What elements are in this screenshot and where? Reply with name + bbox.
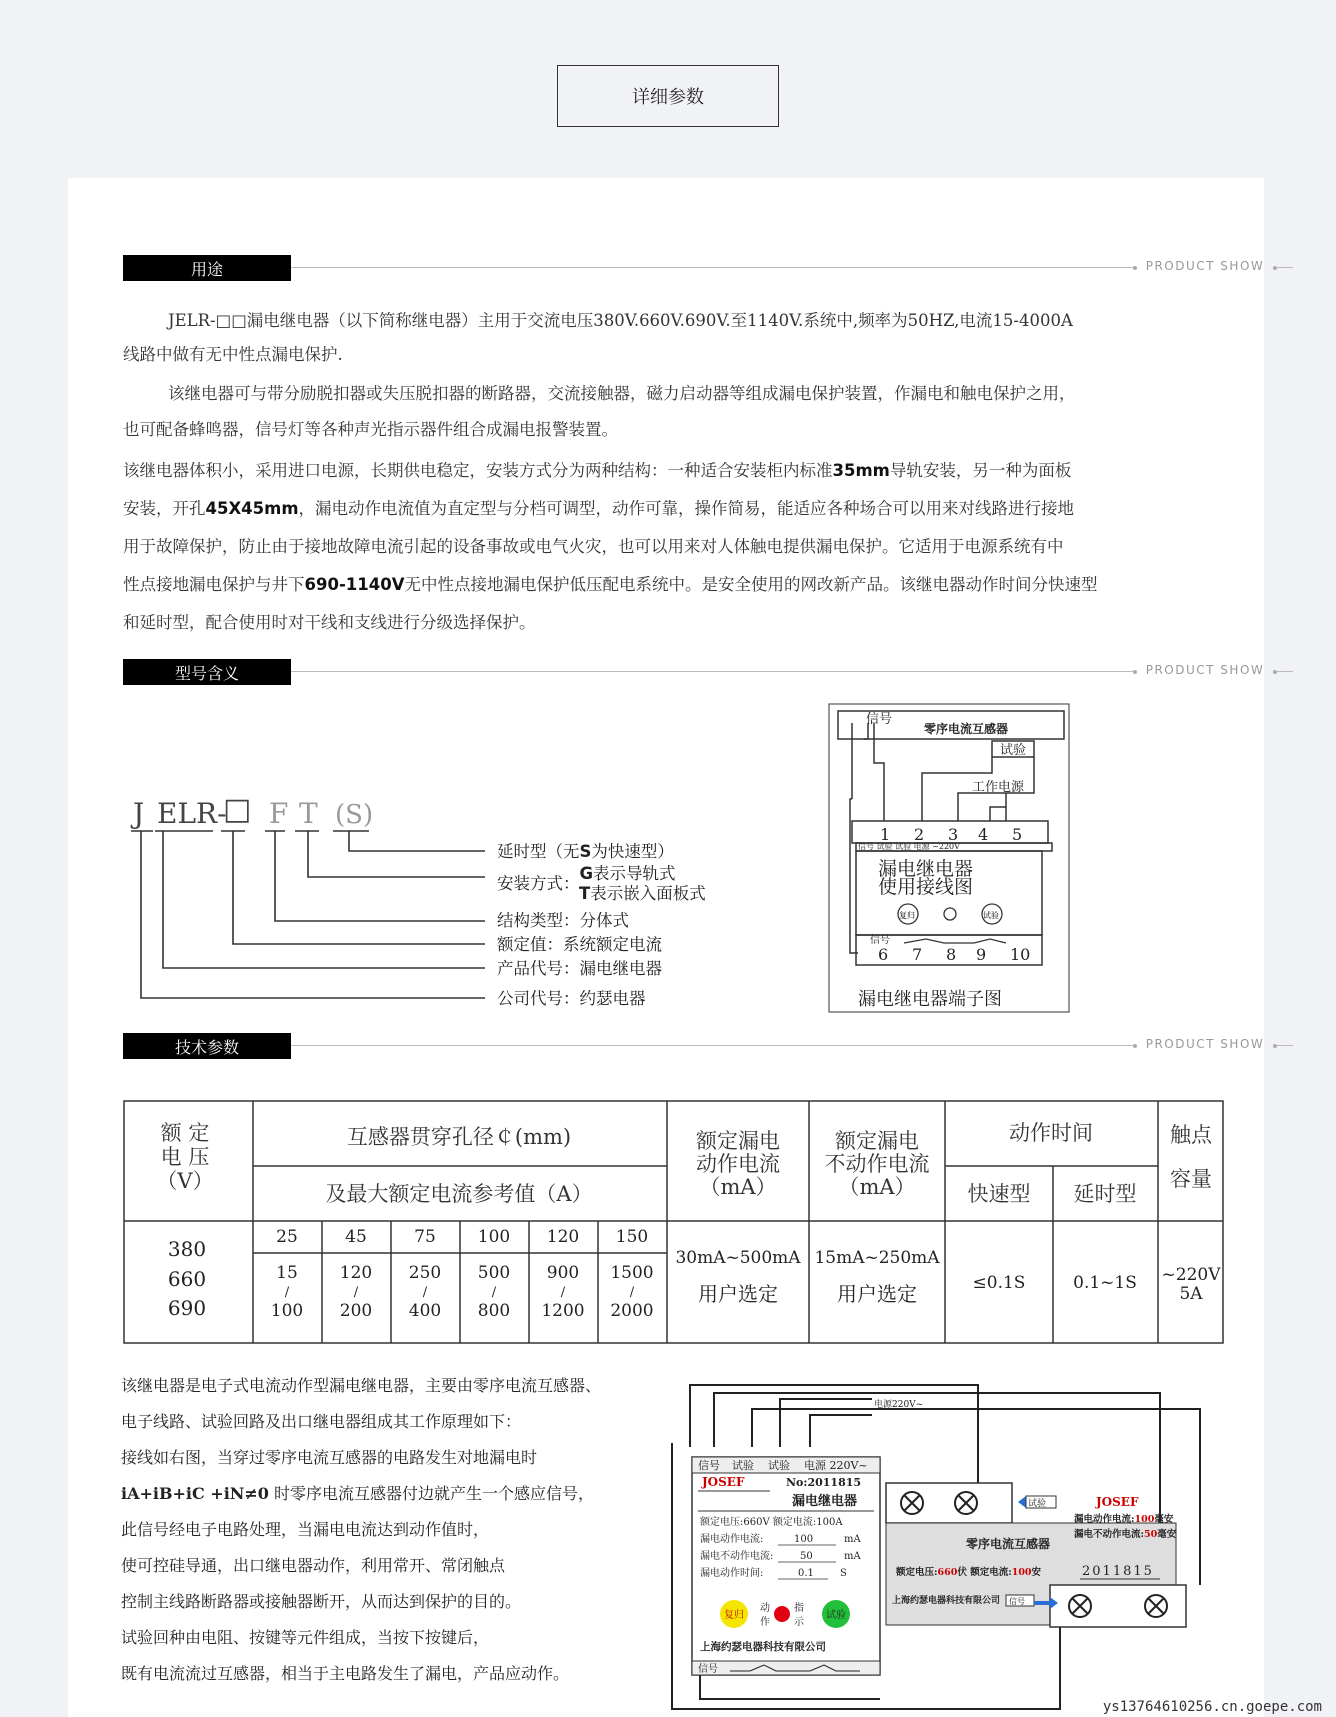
terminal-number: 5 xyxy=(1012,825,1023,844)
td-label: 信号 xyxy=(870,935,890,946)
contact-value: ~220V xyxy=(1161,1265,1221,1285)
svg-text:指: 指 xyxy=(794,1603,804,1614)
code-letter: (S) xyxy=(335,800,374,830)
svg-text:0.1: 0.1 xyxy=(798,1568,814,1579)
ct-current-max: 400 xyxy=(408,1301,442,1321)
section-title-model: 型号含义 xyxy=(123,659,291,685)
section-title-usage: 用途 xyxy=(123,255,291,281)
terminal-number: 3 xyxy=(948,825,959,844)
svg-text:信号: 信号 xyxy=(698,1664,718,1675)
notrip-value: 15mA~250mA xyxy=(814,1248,940,1268)
ct-diameter: 45 xyxy=(345,1227,367,1247)
svg-text:漏电不动作电流:50毫安: 漏电不动作电流:50毫安 xyxy=(1074,1529,1177,1540)
text-line: 使可控硅导通，出口继电器动作，利用常开、常闭触点 xyxy=(121,1556,506,1575)
tech-table xyxy=(123,1100,1224,1344)
td-label: 工作电源 xyxy=(972,780,1025,795)
trip-value: 30mA~500mA xyxy=(675,1248,801,1268)
text-line: JELR-□□漏电继电器（以下简称继电器）主用于交流电压380V.660V.690V.至1140V.系统中,频率为50HZ,电流15-4000A xyxy=(168,311,1073,330)
th-time: 动作时间 xyxy=(1009,1121,1093,1145)
ct-current-slash: / xyxy=(353,1285,359,1300)
th-notrip: 额定漏电 xyxy=(835,1129,919,1153)
th-voltage: （V） xyxy=(156,1169,214,1193)
spec-row: 漏电不动作电流: xyxy=(700,1551,774,1562)
ct-diameter: 100 xyxy=(477,1227,511,1247)
td-label: 信号 xyxy=(866,712,893,727)
divider-dot xyxy=(1133,1044,1137,1048)
svg-text:mA: mA xyxy=(844,1551,861,1562)
th-voltage: 电 压 xyxy=(160,1145,210,1169)
spec-row: 额定电压:660V 额定电流:100A xyxy=(700,1517,843,1528)
svg-text:No:2011815: No:2011815 xyxy=(786,1476,862,1489)
ct-current-min: 500 xyxy=(477,1263,511,1283)
detail-params-button[interactable]: 详细参数 xyxy=(557,65,779,127)
section-header-usage xyxy=(123,255,1283,281)
divider xyxy=(1275,1045,1293,1046)
ct-current-slash: / xyxy=(491,1285,497,1300)
ct-current-min: 15 xyxy=(276,1263,298,1283)
svg-text:50: 50 xyxy=(800,1551,813,1562)
terminal-number: 7 xyxy=(912,945,923,964)
terminal-number: 9 xyxy=(976,945,987,964)
section-header-model xyxy=(123,659,1283,685)
text-line: 电子线路、试验回路及出口继电器组成其工作原理如下： xyxy=(121,1412,522,1431)
code-item: 结构类型：分体式 xyxy=(497,911,629,930)
th-ct: 及最大额定电流参考值（A） xyxy=(325,1182,593,1206)
th-voltage: 额 定 xyxy=(160,1121,210,1145)
ct-name: 零序电流互感器 xyxy=(966,1537,1051,1551)
indicator-led-icon xyxy=(774,1606,790,1622)
svg-text:S: S xyxy=(840,1568,847,1579)
power-label: 电源220V~ xyxy=(874,1400,924,1410)
relay-top-label: 试验 xyxy=(768,1459,790,1472)
relay-top-label: 试验 xyxy=(732,1459,754,1472)
ct-diameter: 120 xyxy=(546,1227,580,1247)
terminal-number: 6 xyxy=(878,945,889,964)
th-contact: 触点 xyxy=(1170,1123,1212,1147)
ct-current-slash: / xyxy=(284,1285,290,1300)
text-line: 性点接地漏电保护与井下690-1140V无中性点接地漏电保护低压配电系统中。是安全使用的网改新产品。该继电器动作时间分快速型 xyxy=(123,575,1098,594)
section-title-tech: 技术参数 xyxy=(123,1033,291,1059)
ct-current-slash: / xyxy=(629,1285,635,1300)
usage-paragraph-2 xyxy=(123,376,1223,448)
td-label: 试验 xyxy=(1000,743,1027,758)
code-letter: T xyxy=(299,797,318,830)
td-label: 零序电流互感器 xyxy=(924,722,1009,736)
ct-current-max: 800 xyxy=(477,1301,511,1321)
section-tag: PRODUCT SHOW xyxy=(1145,259,1265,273)
ct-current-max: 100 xyxy=(270,1301,304,1321)
terminal-diagram xyxy=(828,703,1072,1015)
text-line: iA+iB+iC +iN≠0 时零序电流互感器付边就产生一个感应信号， xyxy=(121,1484,595,1503)
text-line: 线路中做有无中性点漏电保护. xyxy=(123,345,343,364)
divider-dot xyxy=(1133,266,1137,270)
relay-top-label: 信号 xyxy=(698,1459,720,1472)
ct-current-slash: / xyxy=(422,1285,428,1300)
code-item: 延时型（无S为快速型） xyxy=(497,842,674,861)
th-delay: 延时型 xyxy=(1073,1182,1137,1206)
ct-current-slash: / xyxy=(560,1285,566,1300)
terminal-number: 1 xyxy=(880,825,891,844)
notrip-note: 用户选定 xyxy=(837,1282,917,1306)
device-name: 漏电继电器 xyxy=(792,1494,858,1509)
text-line: 既有电流流过互感器，相当于主电路发生了漏电，产品应动作。 xyxy=(121,1664,570,1683)
text-line: 也可配备蜂鸣器，信号灯等各种声光指示器件组合成漏电报警装置。 xyxy=(123,420,618,439)
usage-paragraph-1 xyxy=(123,304,1223,372)
th-trip: 额定漏电 xyxy=(696,1129,780,1153)
svg-text:动: 动 xyxy=(760,1603,770,1614)
code-item: 公司代号：约瑟电器 xyxy=(497,989,646,1008)
divider xyxy=(1275,671,1293,672)
ct-current-max: 2000 xyxy=(610,1301,654,1321)
svg-text:额定电压:660伏 额定电流:100安: 额定电压:660伏 额定电流:100安 xyxy=(896,1567,1042,1578)
th-contact: 容量 xyxy=(1170,1167,1212,1191)
ct-diameter: 25 xyxy=(276,1227,298,1247)
ct-diameter: 75 xyxy=(414,1227,436,1247)
ct-current-max: 1200 xyxy=(541,1301,585,1321)
text-line: 该继电器可与带分励脱扣器或失压脱扣器的断路器，交流接触器，磁力启动器等组成漏电保护装置，作漏电和触电保护之用， xyxy=(168,384,1076,403)
terminal-number: 2 xyxy=(914,825,925,844)
svg-text:漏电动作电流:100毫安: 漏电动作电流:100毫安 xyxy=(1074,1514,1174,1525)
fast-value: ≤0.1S xyxy=(972,1273,1026,1293)
ct-current-min: 1500 xyxy=(610,1263,654,1283)
content-panel xyxy=(68,178,1264,1717)
td-test: 试验 xyxy=(983,911,999,920)
watermark: ys13764610256.cn.goepe.com xyxy=(1102,1699,1322,1715)
svg-text:作: 作 xyxy=(760,1617,770,1628)
section-tag: PRODUCT SHOW xyxy=(1145,663,1265,677)
text-line: 安装，开孔45X45mm，漏电动作电流值为直定型与分档可调型，动作可靠，操作简易，能适应各种场合可以用来对线路进行接地 xyxy=(123,499,1075,518)
divider-dot xyxy=(1133,670,1137,674)
svg-text:100: 100 xyxy=(794,1534,814,1545)
th-trip: （mA） xyxy=(699,1175,777,1199)
terminal-number: 8 xyxy=(946,945,957,964)
text-line: 该继电器是电子式电流动作型漏电继电器，主要由零序电流互感器、 xyxy=(121,1376,602,1395)
code-item: 额定值：系统额定电流 xyxy=(497,935,662,954)
svg-text:试验: 试验 xyxy=(1028,1499,1047,1509)
text-line: 用于故障保护，防止由于接地故障电流引起的设备事故或电气火灾，也可以用来对人体触电提供漏电保护。它适用于电源系统有中 xyxy=(123,537,1064,556)
svg-text:信号: 信号 xyxy=(1009,1597,1025,1606)
th-trip: 动作电流 xyxy=(696,1152,780,1176)
wiring-diagram xyxy=(660,1375,1220,1715)
text-line: 试验回种由电阻、按键等元件组成，当按下按键后， xyxy=(121,1628,490,1647)
model-code-diagram xyxy=(123,793,723,1013)
section-tag: PRODUCT SHOW xyxy=(1145,1037,1265,1051)
delay-value: 0.1~1S xyxy=(1073,1273,1137,1293)
usage-paragraph-3 xyxy=(123,452,1223,642)
ct-company: 上海约瑟电器科技有限公司 xyxy=(892,1596,1001,1606)
svg-text:mA: mA xyxy=(844,1534,861,1545)
divider xyxy=(291,267,1133,268)
th-notrip: （mA） xyxy=(838,1175,916,1199)
td-label: 漏电继电器 xyxy=(878,858,974,880)
ct-current-min: 900 xyxy=(546,1263,580,1283)
code-letter: F xyxy=(269,797,289,830)
th-ct: 互感器贯穿孔径￠(mm) xyxy=(346,1125,572,1149)
td-label: 使用接线图 xyxy=(878,876,974,898)
ct-brand-logo: JOSEF xyxy=(1096,1495,1139,1509)
ct-diameter: 150 xyxy=(615,1227,649,1247)
code-letter: ELR- xyxy=(157,797,227,830)
contact-value: 5A xyxy=(1179,1284,1203,1304)
code-item: 安装方式：G表示导轨式 xyxy=(497,864,676,893)
spec-row: 漏电动作电流: xyxy=(700,1534,764,1545)
relay-company: 上海约瑟电器科技有限公司 xyxy=(700,1641,826,1653)
trip-note: 用户选定 xyxy=(698,1282,778,1306)
voltage-value: 690 xyxy=(167,1296,207,1320)
text-line: 该继电器体积小，采用进口电源，长期供电稳定，安装方式分为两种结构：一种适合安装柜内标准35mm导轨安装，另一种为面板 xyxy=(123,461,1072,480)
divider xyxy=(1275,267,1293,268)
terminal-number: 10 xyxy=(1010,945,1031,964)
voltage-value: 660 xyxy=(167,1267,207,1291)
code-letter: □ xyxy=(223,793,252,827)
terminal-number: 4 xyxy=(978,825,989,844)
section-header-tech xyxy=(123,1033,1283,1059)
th-notrip: 不动作电流 xyxy=(824,1152,930,1176)
ct-current-min: 120 xyxy=(339,1263,373,1283)
td-caption: 漏电继电器端子图 xyxy=(858,989,1002,1010)
working-principle xyxy=(121,1368,681,1692)
code-item: 产品代号：漏电继电器 xyxy=(497,959,662,978)
code-item: T表示嵌入面板式 xyxy=(579,884,706,903)
td-label: 信号 试验 试验 电源 ~220V xyxy=(858,842,960,851)
text-line: 和延时型，配合使用时对干线和支线进行分级选择保护。 xyxy=(123,613,536,632)
text-line: 接线如右图，当穿过零序电流互感器的电路发生对地漏电时 xyxy=(121,1448,538,1467)
code-letter: J xyxy=(133,797,145,830)
brand-logo: JOSEF xyxy=(702,1475,745,1489)
divider xyxy=(291,671,1133,672)
svg-text:复归: 复归 xyxy=(724,1610,744,1621)
ct-current-min: 250 xyxy=(408,1263,442,1283)
text-line: 控制主线路断路器或接触器断开，从而达到保护的目的。 xyxy=(121,1592,522,1611)
ct-current-max: 200 xyxy=(339,1301,373,1321)
relay-top-label: 电源 220V~ xyxy=(804,1459,868,1472)
ct-serial: 2011815 xyxy=(1082,1564,1154,1579)
svg-text:示: 示 xyxy=(794,1617,804,1628)
spec-row: 漏电动作时间: xyxy=(700,1568,764,1579)
voltage-value: 380 xyxy=(167,1237,207,1261)
svg-text:试验: 试验 xyxy=(826,1610,846,1621)
td-reset: 复归 xyxy=(899,911,915,920)
th-fast: 快速型 xyxy=(967,1182,1031,1206)
text-line: 此信号经电子电路处理，当漏电电流达到动作值时， xyxy=(121,1520,490,1539)
divider xyxy=(291,1045,1133,1046)
